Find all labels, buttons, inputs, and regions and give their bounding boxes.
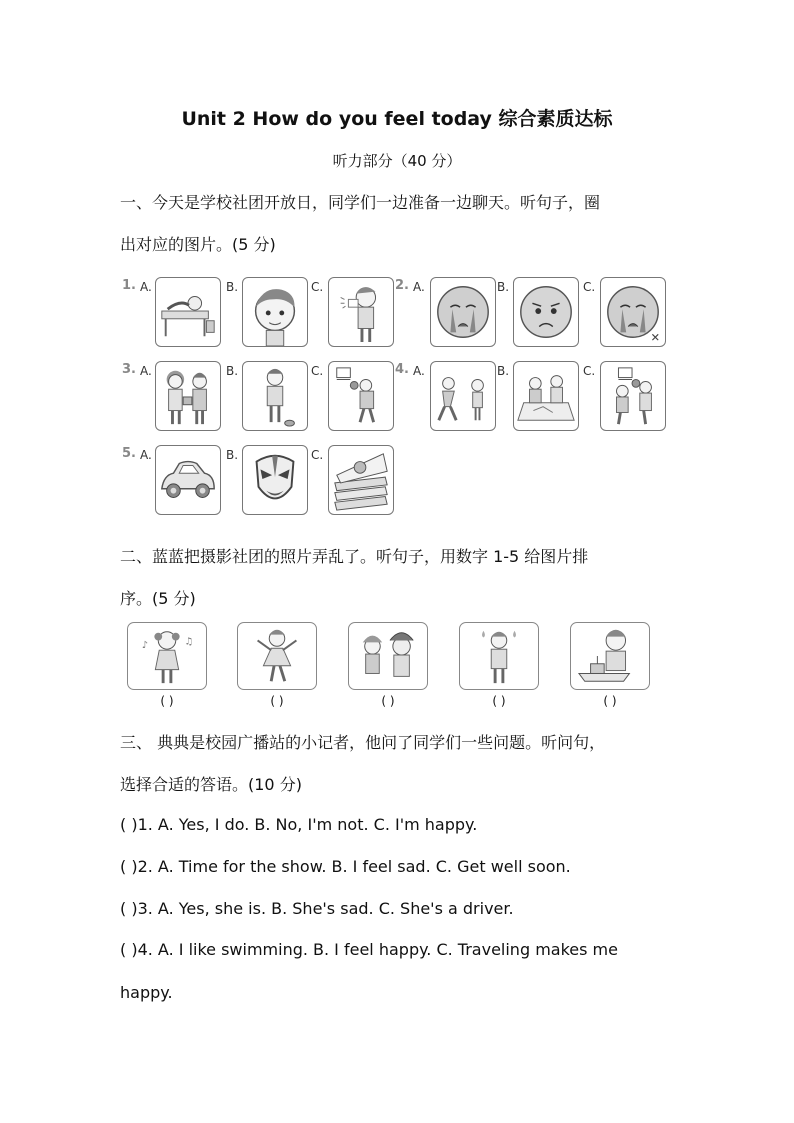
- section1-instruction: 一、今天是学校社团开放日，同学们一边准备一边聊天。听句子，圈: [120, 193, 601, 212]
- kids-playing-icon: [431, 362, 495, 430]
- svg-text:♪: ♪: [141, 640, 148, 652]
- crying-face-icon: [601, 278, 665, 346]
- option-picture[interactable]: [600, 361, 666, 431]
- option-letter: B.: [497, 364, 510, 378]
- answer-blank[interactable]: ( ): [492, 694, 506, 708]
- option-picture[interactable]: [513, 277, 579, 347]
- photo-girl-singing[interactable]: [127, 622, 207, 690]
- basketball-players-icon: [601, 362, 665, 430]
- boy-face-icon: [243, 278, 307, 346]
- girl-dancing-icon: [238, 623, 316, 689]
- section1-instruction-cont: 出对应的图片。(5 分): [120, 235, 276, 254]
- answer-blank[interactable]: ( ): [270, 694, 284, 708]
- question-number: 3.: [122, 362, 136, 377]
- option-picture[interactable]: [155, 361, 221, 431]
- answer-blank[interactable]: ( ): [160, 694, 174, 708]
- option-letter: C.: [311, 364, 324, 378]
- photo-boy-hot[interactable]: [459, 622, 539, 690]
- question-number: 4.: [395, 362, 409, 377]
- option-letter: C.: [311, 280, 324, 294]
- answer-blank[interactable]: ( ): [381, 694, 395, 708]
- option-letter: B.: [226, 364, 239, 378]
- question-4: ( )4. A. I like swimming. B. I feel happy. C. Traveling makes me: [120, 940, 618, 959]
- option-letter: C.: [583, 280, 596, 294]
- boy-lying-sick-icon: [156, 278, 220, 346]
- photo-opera-kids[interactable]: [348, 622, 428, 690]
- opera-kids-icon: [349, 623, 427, 689]
- option-letter: B.: [226, 448, 239, 462]
- option-letter: B.: [226, 280, 239, 294]
- option-letter: C.: [311, 448, 324, 462]
- question-4-cont: happy.: [120, 983, 173, 1002]
- option-letter: B.: [497, 280, 510, 294]
- option-picture[interactable]: [155, 277, 221, 347]
- option-letter: A.: [140, 448, 152, 462]
- option-picture[interactable]: [328, 361, 394, 431]
- question-number: 2.: [395, 278, 409, 293]
- section3-instruction-cont: 选择合适的答语。(10 分): [120, 775, 302, 794]
- boy-with-ball-icon: [243, 362, 307, 430]
- boy-with-model-icon: [571, 623, 649, 689]
- crying-face-icon: [431, 278, 495, 346]
- question-2: ( )2. A. Time for the show. B. I feel sad. C. Get well soon.: [120, 857, 571, 876]
- basketball-players-icon: [329, 362, 393, 430]
- sad-face-icon: [514, 278, 578, 346]
- section2-instruction: 二、蓝蓝把摄影社团的照片弄乱了。听句子，用数字 1-5 给图片排: [120, 547, 589, 566]
- boy-hot-icon: [460, 623, 538, 689]
- option-picture[interactable]: [242, 361, 308, 431]
- option-letter: A.: [140, 280, 152, 294]
- question-number: 5.: [122, 446, 136, 461]
- section3-instruction: 三、 典典是校园广播站的小记者，他问了同学们一些问题。听问句，: [120, 733, 606, 752]
- car-icon: [156, 446, 220, 514]
- girl-singing-icon: [128, 623, 206, 689]
- photo-boy-with-model[interactable]: [570, 622, 650, 690]
- svg-text:♫: ♫: [184, 636, 194, 648]
- option-picture[interactable]: [155, 445, 221, 515]
- section2-instruction-cont: 序。(5 分): [120, 589, 196, 608]
- photo-girl-dancing[interactable]: [237, 622, 317, 690]
- boy-sneezing-icon: [329, 278, 393, 346]
- option-picture[interactable]: [430, 361, 496, 431]
- opera-mask-icon: [243, 446, 307, 514]
- stack-of-books-icon: [329, 446, 393, 514]
- option-picture[interactable]: [513, 361, 579, 431]
- option-picture[interactable]: [430, 277, 496, 347]
- option-letter: A.: [140, 364, 152, 378]
- option-letter: A.: [413, 364, 425, 378]
- page-subtitle: 听力部分（40 分）: [332, 152, 462, 170]
- question-3: ( )3. A. Yes, she is. B. She's sad. C. She's a driver.: [120, 899, 514, 918]
- question-1: ( )1. A. Yes, I do. B. No, I'm not. C. I'm happy.: [120, 815, 478, 834]
- option-picture[interactable]: [600, 277, 666, 347]
- kids-drawing-icon: [514, 362, 578, 430]
- answer-blank[interactable]: ( ): [603, 694, 617, 708]
- option-picture[interactable]: [328, 277, 394, 347]
- option-letter: A.: [413, 280, 425, 294]
- option-picture[interactable]: [242, 277, 308, 347]
- option-picture[interactable]: [328, 445, 394, 515]
- kids-giving-gift-icon: [156, 362, 220, 430]
- page-title: Unit 2 How do you feel today 综合素质达标: [181, 108, 613, 130]
- option-letter: C.: [583, 364, 596, 378]
- question-number: 1.: [122, 278, 136, 293]
- option-picture[interactable]: [242, 445, 308, 515]
